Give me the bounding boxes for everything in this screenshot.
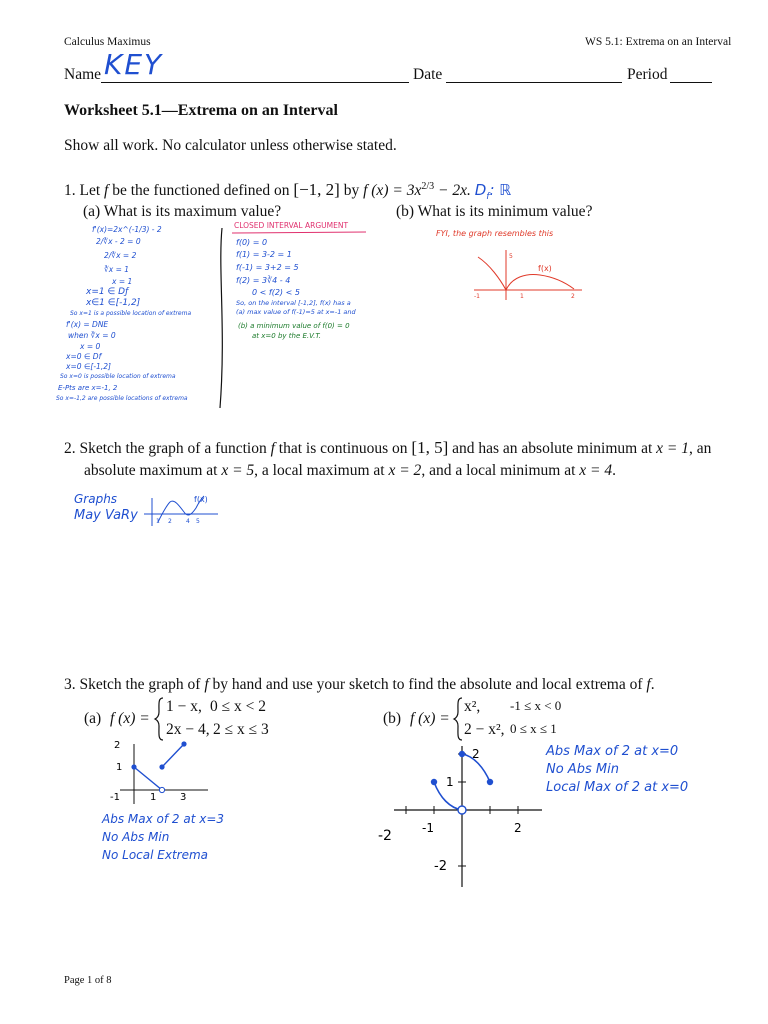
q2-text-d: absolute maximum at xyxy=(84,462,218,479)
q3b-answer: No Abs Min xyxy=(546,762,619,777)
q1-part-a: (a) What is its maximum value? xyxy=(83,203,282,220)
q3a-answer: No Local Extrema xyxy=(102,848,209,862)
q1-work-line: x∈1 ∈[-1,2] xyxy=(86,298,141,308)
segment-2 xyxy=(162,744,184,767)
q1-work-line: So x=1 is a possible location of extrema xyxy=(70,310,192,317)
q1-number: 1. xyxy=(64,182,76,199)
graph-label: f(x) xyxy=(194,495,208,504)
q3-number: 3. xyxy=(64,676,76,693)
q1-closed-underline xyxy=(232,232,366,233)
tick-label: -2 xyxy=(434,859,447,874)
q3-period: . xyxy=(650,676,655,693)
q3b-piece2: 2 − x², xyxy=(464,721,505,738)
q1-interval: [−1, 2] xyxy=(293,180,340,199)
tick-label: 1 xyxy=(446,775,454,789)
q1-domain-d: D xyxy=(474,181,487,199)
q1-by: by xyxy=(343,182,360,199)
q3b-function: f (x) = xyxy=(410,710,450,727)
q1-eval-line: f(0) = 0 xyxy=(236,238,268,247)
q3-text-a: Sketch the graph of xyxy=(79,676,201,693)
q2-line2 xyxy=(84,462,616,480)
q3b-graph xyxy=(374,742,544,892)
worksheet-reference: WS 5.1: Extrema on an Interval xyxy=(585,36,732,48)
tick-label: 2 xyxy=(514,821,522,835)
q1-conclusion-intro: So, on the interval [-1,2], f(x) has a xyxy=(236,299,351,307)
tick-label: 2 xyxy=(472,747,480,761)
q2-note-line2: May VaRy xyxy=(74,508,138,523)
open-point xyxy=(159,787,164,792)
q3b-cond2: 0 ≤ x ≤ 1 xyxy=(510,721,557,736)
tick-label: 1 xyxy=(520,293,524,300)
q2-interval: [1, 5] xyxy=(411,438,449,457)
q1-answer-b-line2: at x=0 by the E.V.T. xyxy=(252,332,321,340)
q1-domain-tail: : ℝ xyxy=(489,181,512,199)
tick-label: -1 xyxy=(474,293,480,300)
q3a-piece2: 2x − 4, xyxy=(166,721,210,738)
q2-comma-an: , an xyxy=(689,440,712,457)
q2-text-e: , a local maximum at xyxy=(254,462,385,479)
q1-eval-line: f(-1) = 3+2 = 5 xyxy=(236,263,299,272)
q3a-answer: No Abs Min xyxy=(102,830,170,844)
tick-label: 2 xyxy=(571,293,575,300)
tick-label: 5 xyxy=(509,253,513,260)
q2-number: 2. xyxy=(64,440,76,457)
q1-work-line: 2/∛x = 2 xyxy=(104,251,137,260)
q2-note-line1: Graphs xyxy=(74,492,118,506)
q3-f: f xyxy=(204,676,209,693)
q3a-graph xyxy=(104,740,224,810)
period-label: Period xyxy=(627,66,668,83)
q1-work-line: x=0 ∈[-1,2] xyxy=(66,362,111,371)
q3a-answer: Abs Max of 2 at x=3 xyxy=(102,812,225,826)
q3b-answer: Local Max of 2 at x=0 xyxy=(546,780,689,795)
date-label: Date xyxy=(413,66,443,83)
page-number: Page 1 of 8 xyxy=(64,975,112,986)
q1-exponent: 2/3 xyxy=(421,180,435,192)
q1-function: f (x) = 3x xyxy=(363,182,422,199)
closed-point xyxy=(487,779,493,785)
tick-label: 5 xyxy=(196,518,200,525)
closed-point xyxy=(431,779,437,785)
instructions: Show all work. No calculator unless otherwise stated. xyxy=(64,137,397,154)
q1-domain-sub: f xyxy=(486,192,490,202)
q1-work-line: x=0 ∈ Df xyxy=(66,352,102,361)
q1-work-line: 2/∛x - 2 = 0 xyxy=(96,237,141,246)
q1-f: f xyxy=(104,182,109,199)
tick-label: 1 xyxy=(150,792,157,803)
tick-label: 2 xyxy=(114,740,121,751)
tick-label: 1 xyxy=(156,518,160,525)
q2-text-b: that is continuous on xyxy=(278,440,408,457)
q1-work-line: So x=0 is possible location of extrema xyxy=(60,373,176,380)
q2-text-a: Sketch the graph of a function xyxy=(79,440,267,457)
tick-label: 4 xyxy=(186,518,190,525)
q1-fyi-graph xyxy=(470,245,590,305)
q1-answer-b-line1: (b) a minimum value of f(0) = 0 xyxy=(238,322,350,330)
q1-work-line: So x=-1,2 are possible locations of extrema xyxy=(56,395,188,402)
q3a-brace xyxy=(154,696,164,742)
q3-text-b: by hand and use your sketch to find the absolute and local extrema of xyxy=(212,676,643,693)
q1-work-line: f'(x) = DNE xyxy=(66,320,109,329)
q1-text-b: be the functioned defined on xyxy=(112,182,290,199)
open-point xyxy=(458,806,466,814)
closed-point xyxy=(131,764,136,769)
q2-lmin-x: x = 4 xyxy=(579,462,613,479)
q2-text-c: and has an absolute minimum at xyxy=(452,440,653,457)
q2-sketch-graph xyxy=(144,492,224,532)
q3a-piece1: 1 − x, xyxy=(166,698,202,715)
q3b-cond1: -1 ≤ x < 0 xyxy=(510,698,562,713)
q2-lmax-x: x = 2 xyxy=(388,462,422,479)
q1-part-b: (b) What is its minimum value? xyxy=(396,203,593,220)
closed-point xyxy=(181,741,186,746)
graph-label: f(x) xyxy=(538,264,552,273)
q3b-label: (b) xyxy=(383,710,402,727)
q1-work-line: x=1 ∈ Dƒ xyxy=(86,287,129,297)
worksheet-title: Worksheet 5.1—Extrema on an Interval xyxy=(64,102,338,119)
q3a-cond1: 0 ≤ x < 2 xyxy=(210,698,266,715)
q3b-brace xyxy=(453,696,463,742)
q3a-cond2: 2 ≤ x ≤ 3 xyxy=(213,721,269,738)
q1-eval-line: f(1) = 3-2 = 1 xyxy=(236,250,292,259)
q2-max-x: x = 5 xyxy=(221,462,255,479)
q1-work-line: x = 0 xyxy=(80,342,101,351)
tick-label: 3 xyxy=(180,792,187,803)
tick-label: -1 xyxy=(110,792,120,803)
function-curve xyxy=(478,257,574,290)
q1-work-line: f'(x)=2x^(-1/3) - 2 xyxy=(92,225,162,234)
closed-point xyxy=(159,764,164,769)
q1-eval-line: f(2) = 3∛4 - 4 xyxy=(236,276,291,285)
q3a-label: (a) xyxy=(84,710,102,727)
q3-f2: f xyxy=(646,676,651,693)
q3b-answer: Abs Max of 2 at x=0 xyxy=(546,744,679,759)
q2-line1 xyxy=(64,438,711,458)
segment-1 xyxy=(134,767,162,790)
q1-fyi-note: FYI, the graph resembles this xyxy=(436,229,554,238)
q2-f: f xyxy=(270,440,275,457)
q1-eval-line: 0 < f(2) < 5 xyxy=(252,288,300,297)
tick-label: -2 xyxy=(378,828,392,844)
tick-label: 2 xyxy=(168,518,172,525)
closed-point xyxy=(459,751,465,757)
q2-text-f: , and a local minimum at xyxy=(421,462,576,479)
q1-work-line: ∛x = 1 xyxy=(104,265,130,274)
tick-label: 1 xyxy=(116,762,123,773)
q1-closed-interval-header: CLOSED INTERVAL ARGUMENT xyxy=(234,221,349,230)
q2-min-x: x = 1 xyxy=(656,440,689,457)
q2-period: . xyxy=(612,462,617,479)
q1-divider-stroke xyxy=(220,228,222,408)
q1-answer-a: (a) max value of f(-1)=5 at x=-1 and xyxy=(236,308,356,316)
q1-work-line: when ∛x = 0 xyxy=(68,331,116,340)
course-header: Calculus Maximus xyxy=(64,36,151,48)
q1-function-tail: − 2x. xyxy=(437,182,471,199)
q3a-function: f (x) = xyxy=(110,710,150,727)
q3-prompt xyxy=(64,676,655,694)
name-label: Name xyxy=(64,66,102,83)
q1-work-line: x = 1 xyxy=(112,277,133,286)
q3b-piece1: x², xyxy=(464,698,481,715)
q1-text-a: Let xyxy=(79,182,101,199)
tick-label: -1 xyxy=(422,821,434,835)
name-value-handwritten: KEY xyxy=(104,48,164,81)
q1-work-line: E-Pts are x=-1, 2 xyxy=(58,384,118,392)
